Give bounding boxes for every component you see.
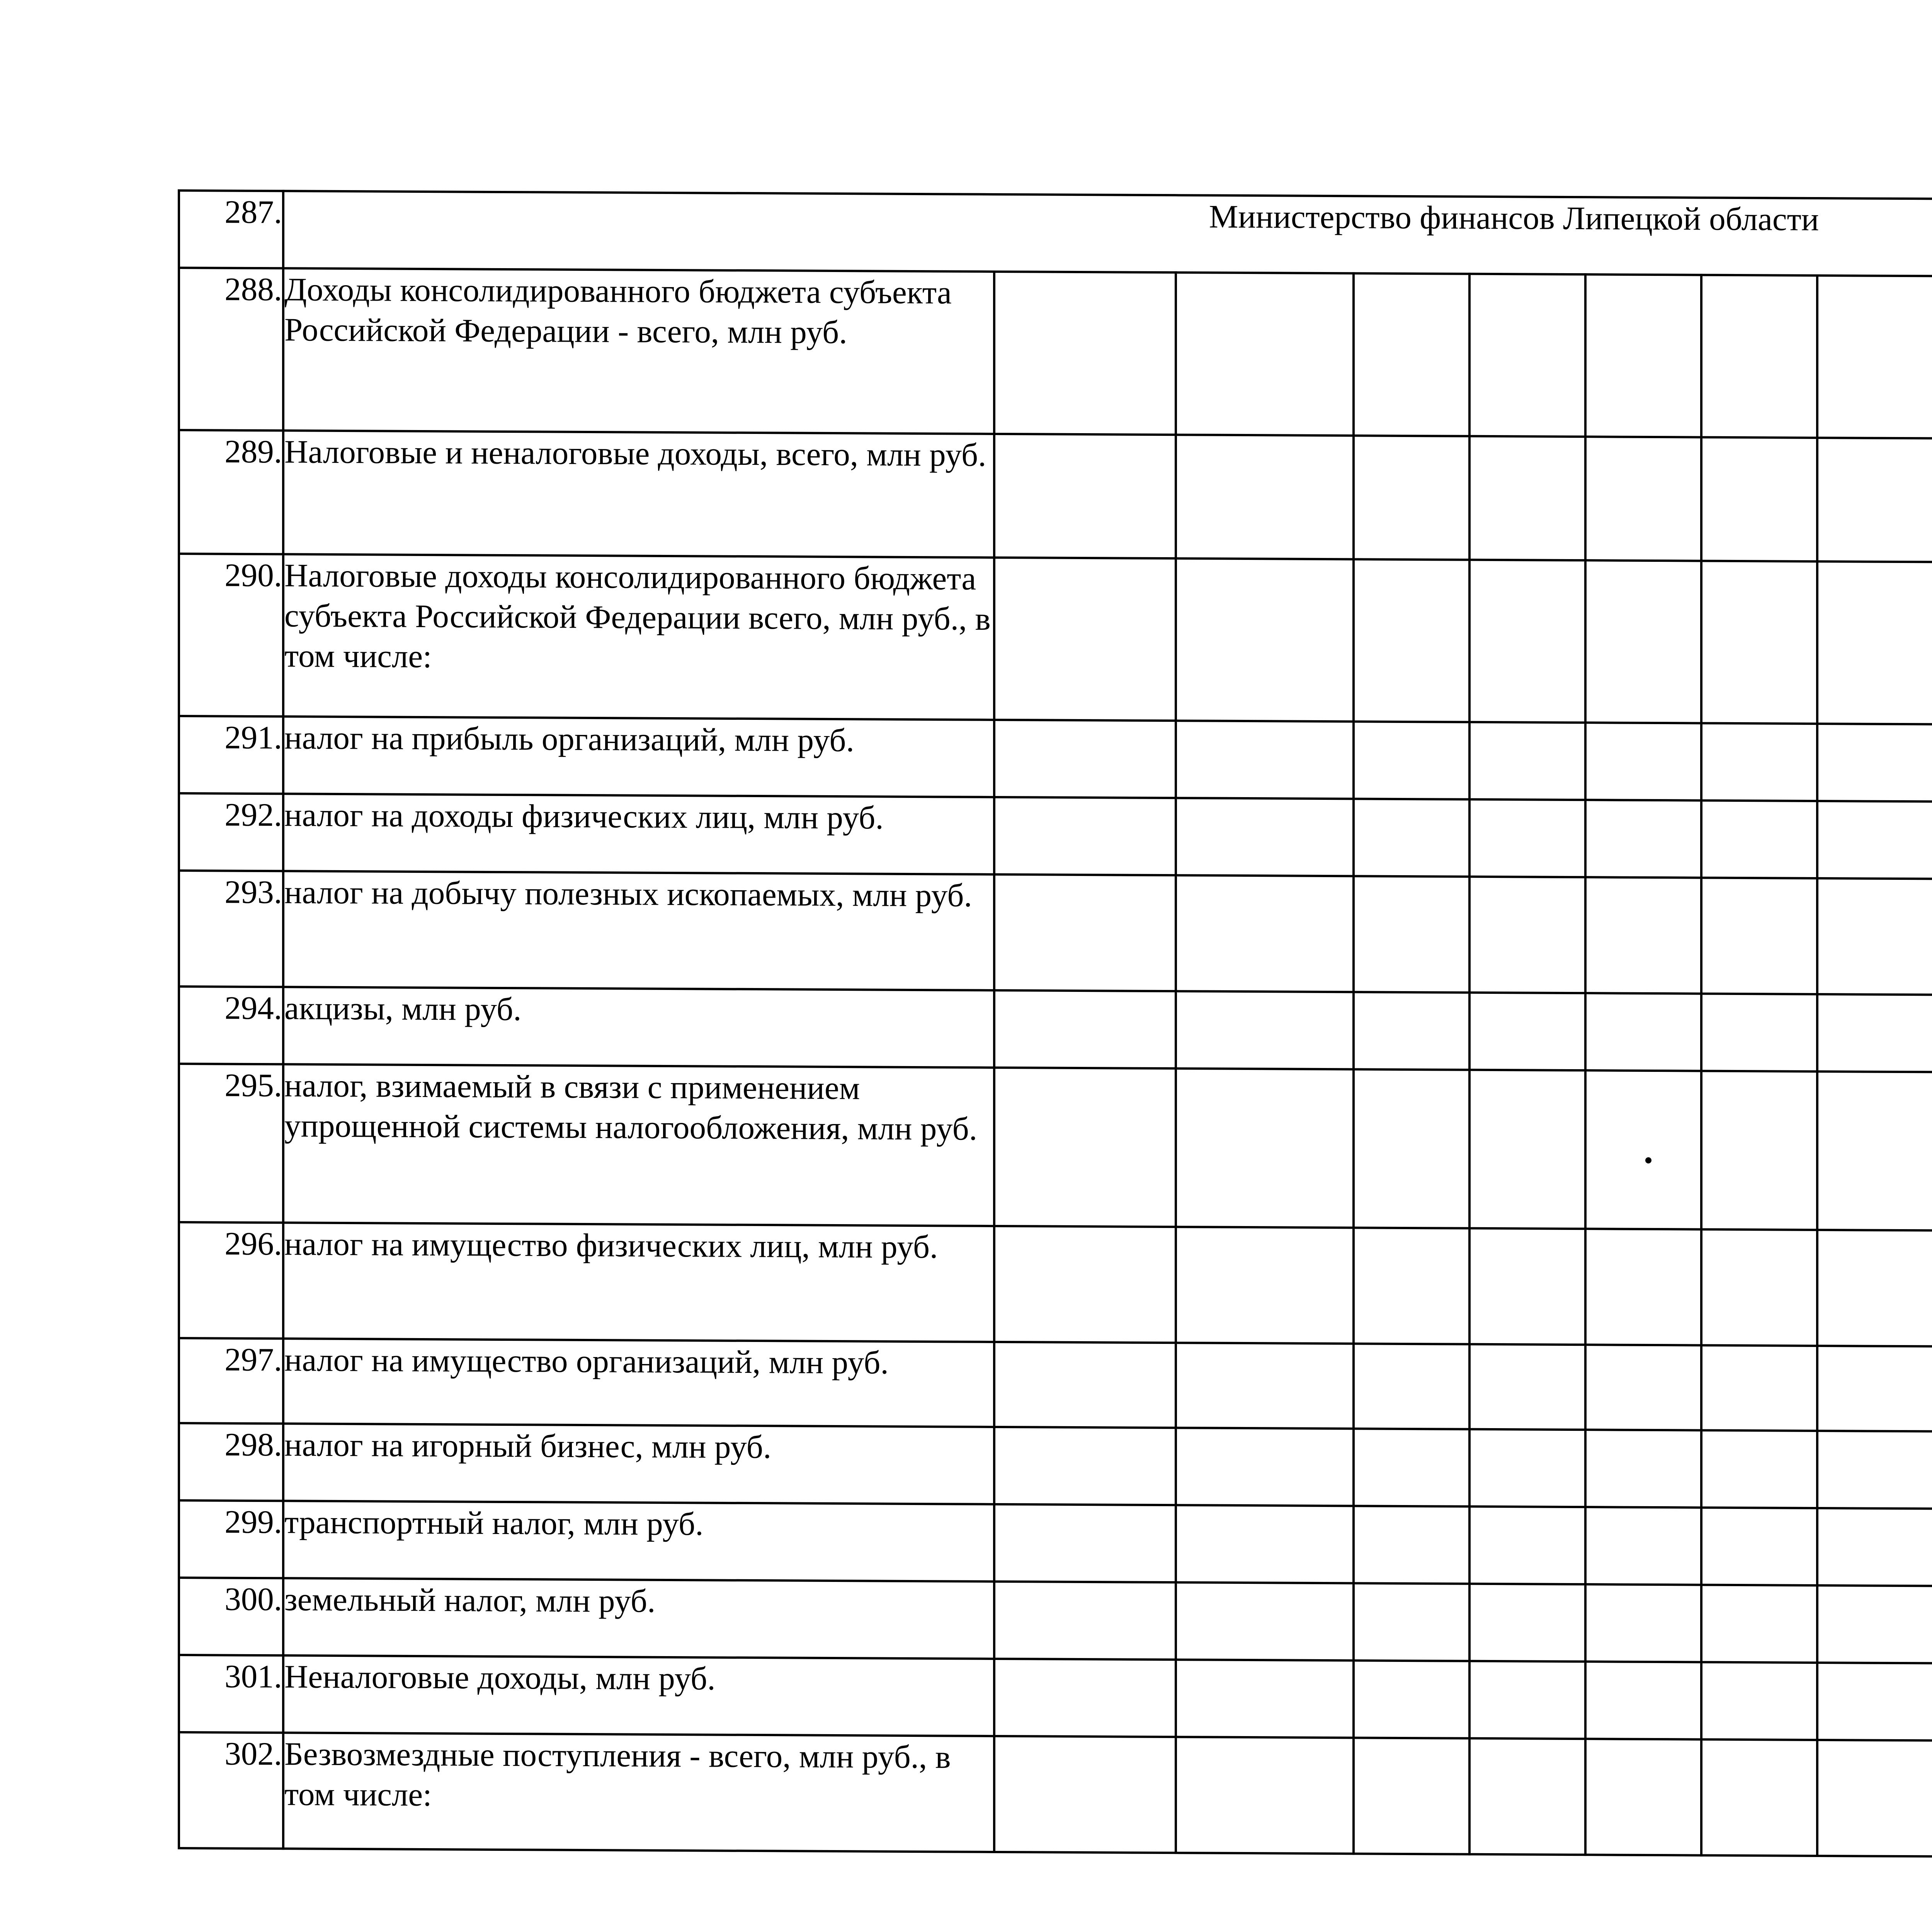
empty-value-cell xyxy=(994,1427,1176,1505)
row-label: Налоговые и неналоговые доходы, всего, млн руб. xyxy=(283,430,994,558)
empty-value-cell xyxy=(1701,878,1817,994)
empty-value-cell xyxy=(1176,1505,1354,1583)
empty-value-cell xyxy=(1817,438,1932,562)
empty-value-cell xyxy=(1176,875,1354,992)
empty-value-cell xyxy=(1585,1507,1701,1585)
empty-value-cell xyxy=(994,272,1176,435)
row-label: налог на имущество физических лиц, млн руб. xyxy=(283,1223,994,1342)
table-row xyxy=(179,430,1932,566)
empty-value-cell xyxy=(1469,799,1585,877)
row-label: Налоговые доходы консолидированного бюджета субъекта Российской Федерации всего, млн руб., в том числе: xyxy=(283,554,994,720)
empty-value-cell xyxy=(1701,1071,1817,1230)
empty-value-cell xyxy=(1354,273,1469,436)
empty-value-cell xyxy=(1469,1070,1585,1229)
empty-value-cell xyxy=(1176,721,1354,799)
empty-value-cell xyxy=(1354,1583,1469,1661)
row-label: налог на игорный бизнес, млн руб. xyxy=(283,1423,994,1504)
empty-value-cell xyxy=(1176,1737,1354,1854)
empty-value-cell xyxy=(1701,1230,1817,1346)
empty-value-cell xyxy=(1176,1428,1354,1506)
row-label: налог на имущество организаций, млн руб. xyxy=(283,1338,994,1427)
empty-value-cell xyxy=(1585,1430,1701,1507)
row-label: налог на прибыль организаций, млн руб. xyxy=(283,716,994,797)
empty-value-cell xyxy=(1354,1344,1469,1429)
empty-value-cell xyxy=(1469,722,1585,800)
empty-value-cell xyxy=(994,1582,1176,1660)
empty-value-cell xyxy=(1585,437,1701,561)
empty-value-cell xyxy=(994,558,1176,721)
empty-value-cell xyxy=(1585,1739,1701,1855)
table-row xyxy=(179,1222,1932,1350)
row-label: налог, взимаемый в связи с применением упрощенной системы налогообложения, млн руб. xyxy=(283,1064,994,1226)
empty-value-cell xyxy=(1817,1740,1932,1856)
row-number: 299. xyxy=(179,1500,283,1578)
empty-value-cell xyxy=(994,797,1176,875)
empty-value-cell xyxy=(1585,877,1701,993)
empty-value-cell xyxy=(1701,1430,1817,1508)
budget-revenue-table xyxy=(178,189,1932,1861)
empty-value-cell xyxy=(1354,1429,1469,1506)
empty-value-cell xyxy=(1817,1346,1932,1431)
empty-value-cell xyxy=(1176,798,1354,876)
empty-value-cell xyxy=(1585,993,1701,1071)
empty-value-cell xyxy=(1354,799,1469,876)
empty-value-cell xyxy=(1469,1344,1585,1430)
table-row xyxy=(179,793,1932,883)
empty-value-cell xyxy=(994,720,1176,798)
empty-value-cell xyxy=(1701,994,1817,1071)
empty-value-cell xyxy=(994,1659,1176,1737)
empty-value-cell xyxy=(1354,876,1469,992)
empty-value-cell xyxy=(1817,1663,1932,1740)
empty-value-cell xyxy=(1469,560,1585,723)
empty-value-cell xyxy=(1585,1345,1701,1430)
empty-value-cell xyxy=(1817,1230,1932,1346)
table-row xyxy=(179,554,1932,728)
empty-value-cell xyxy=(1469,274,1585,437)
empty-value-cell xyxy=(1817,801,1932,879)
ministry-title: Министерство финансов Липецкой области xyxy=(283,191,1932,280)
row-number: 290. xyxy=(179,554,283,716)
row-number: 295. xyxy=(179,1064,283,1223)
empty-value-cell xyxy=(1817,561,1932,724)
empty-value-cell xyxy=(1176,1660,1354,1738)
row-label: налог на доходы физических лиц, млн руб. xyxy=(283,794,994,874)
empty-value-cell xyxy=(1176,558,1354,721)
table-row xyxy=(179,1500,1932,1590)
empty-value-cell xyxy=(1469,1507,1585,1584)
table-row xyxy=(179,986,1932,1076)
row-number: 298. xyxy=(179,1423,283,1501)
empty-value-cell xyxy=(994,1342,1176,1428)
empty-value-cell xyxy=(1701,1345,1817,1431)
row-number: 297. xyxy=(179,1338,283,1423)
empty-value-cell xyxy=(1585,723,1701,800)
row-label: транспортный налог, млн руб. xyxy=(283,1501,994,1582)
scan-dot xyxy=(1645,1157,1651,1163)
row-number: 293. xyxy=(179,871,283,987)
empty-value-cell xyxy=(1701,1740,1817,1856)
empty-value-cell xyxy=(1354,1660,1469,1738)
empty-value-cell xyxy=(1469,877,1585,993)
empty-value-cell xyxy=(1701,561,1817,724)
empty-value-cell xyxy=(1469,993,1585,1070)
empty-value-cell xyxy=(1469,1228,1585,1345)
empty-value-cell xyxy=(1701,275,1817,438)
empty-value-cell xyxy=(1354,721,1469,799)
empty-value-cell xyxy=(1701,1508,1817,1585)
table-row xyxy=(179,1732,1932,1860)
empty-value-cell xyxy=(1585,274,1701,437)
empty-value-cell xyxy=(994,1736,1176,1853)
empty-value-cell xyxy=(994,990,1176,1068)
table-row xyxy=(179,1064,1932,1234)
empty-value-cell xyxy=(1701,1585,1817,1663)
empty-value-cell xyxy=(1817,1585,1932,1663)
empty-value-cell xyxy=(1701,801,1817,878)
empty-value-cell xyxy=(1354,559,1469,722)
row-number: 288. xyxy=(179,268,283,430)
table-row xyxy=(179,268,1932,442)
empty-value-cell xyxy=(1585,800,1701,878)
empty-value-cell xyxy=(1817,1071,1932,1230)
form-table-container xyxy=(178,189,1932,1861)
row-number: 302. xyxy=(179,1732,283,1849)
empty-value-cell xyxy=(994,1068,1176,1227)
empty-value-cell xyxy=(1469,436,1585,560)
table-row xyxy=(179,1423,1932,1512)
empty-value-cell xyxy=(1176,272,1354,435)
empty-value-cell xyxy=(1585,1662,1701,1739)
row-number: 289. xyxy=(179,430,283,554)
row-label: Безвозмездные поступления - всего, млн руб., в том числе: xyxy=(283,1733,994,1852)
empty-value-cell xyxy=(1354,992,1469,1070)
empty-value-cell xyxy=(1817,276,1932,438)
table-row xyxy=(179,1338,1932,1435)
table-row xyxy=(179,871,1932,998)
empty-value-cell xyxy=(1176,991,1354,1069)
empty-value-cell xyxy=(994,1504,1176,1582)
table-body xyxy=(179,190,1932,1860)
row-label: Неналоговые доходы, млн руб. xyxy=(283,1655,994,1736)
empty-value-cell xyxy=(1817,724,1932,801)
empty-value-cell xyxy=(1354,1069,1469,1228)
row-number: 294. xyxy=(179,986,283,1064)
empty-value-cell xyxy=(1585,1229,1701,1345)
empty-value-cell xyxy=(1176,1343,1354,1429)
empty-value-cell xyxy=(1354,1506,1469,1583)
empty-value-cell xyxy=(1701,437,1817,561)
empty-value-cell xyxy=(1701,723,1817,801)
row-number: 300. xyxy=(179,1578,283,1655)
empty-value-cell xyxy=(994,874,1176,991)
row-number: 296. xyxy=(179,1222,283,1338)
empty-value-cell xyxy=(1585,560,1701,723)
empty-value-cell xyxy=(1469,1738,1585,1855)
empty-value-cell xyxy=(1817,1431,1932,1509)
row-number: 287. xyxy=(179,190,283,268)
row-number: 292. xyxy=(179,793,283,871)
empty-value-cell xyxy=(1176,1227,1354,1344)
row-label: земельный налог, млн руб. xyxy=(283,1578,994,1659)
empty-value-cell xyxy=(1817,994,1932,1072)
empty-value-cell xyxy=(1585,1584,1701,1662)
empty-value-cell xyxy=(1354,1228,1469,1344)
row-label: Доходы консолидированного бюджета субъекта Российской Федерации - всего, млн руб. xyxy=(283,268,994,434)
row-number: 301. xyxy=(179,1655,283,1733)
empty-value-cell xyxy=(1585,1070,1701,1229)
empty-value-cell xyxy=(1354,435,1469,560)
row-label: налог на добычу полезных ископаемых, млн руб. xyxy=(283,871,994,990)
empty-value-cell xyxy=(1817,878,1932,995)
empty-value-cell xyxy=(1469,1429,1585,1507)
row-label: акцизы, млн руб. xyxy=(283,987,994,1068)
empty-value-cell xyxy=(1817,1508,1932,1586)
table-row xyxy=(179,1655,1932,1744)
empty-value-cell xyxy=(994,434,1176,558)
empty-value-cell xyxy=(1469,1584,1585,1662)
empty-value-cell xyxy=(994,1226,1176,1343)
empty-value-cell xyxy=(1176,1068,1354,1228)
empty-value-cell xyxy=(1469,1661,1585,1739)
table-row xyxy=(179,1578,1932,1667)
table-row xyxy=(179,716,1932,805)
row-number: 291. xyxy=(179,716,283,794)
empty-value-cell xyxy=(1354,1738,1469,1854)
empty-value-cell xyxy=(1176,1582,1354,1660)
empty-value-cell xyxy=(1701,1662,1817,1740)
table-header-row xyxy=(179,190,1932,280)
empty-value-cell xyxy=(1176,435,1354,559)
